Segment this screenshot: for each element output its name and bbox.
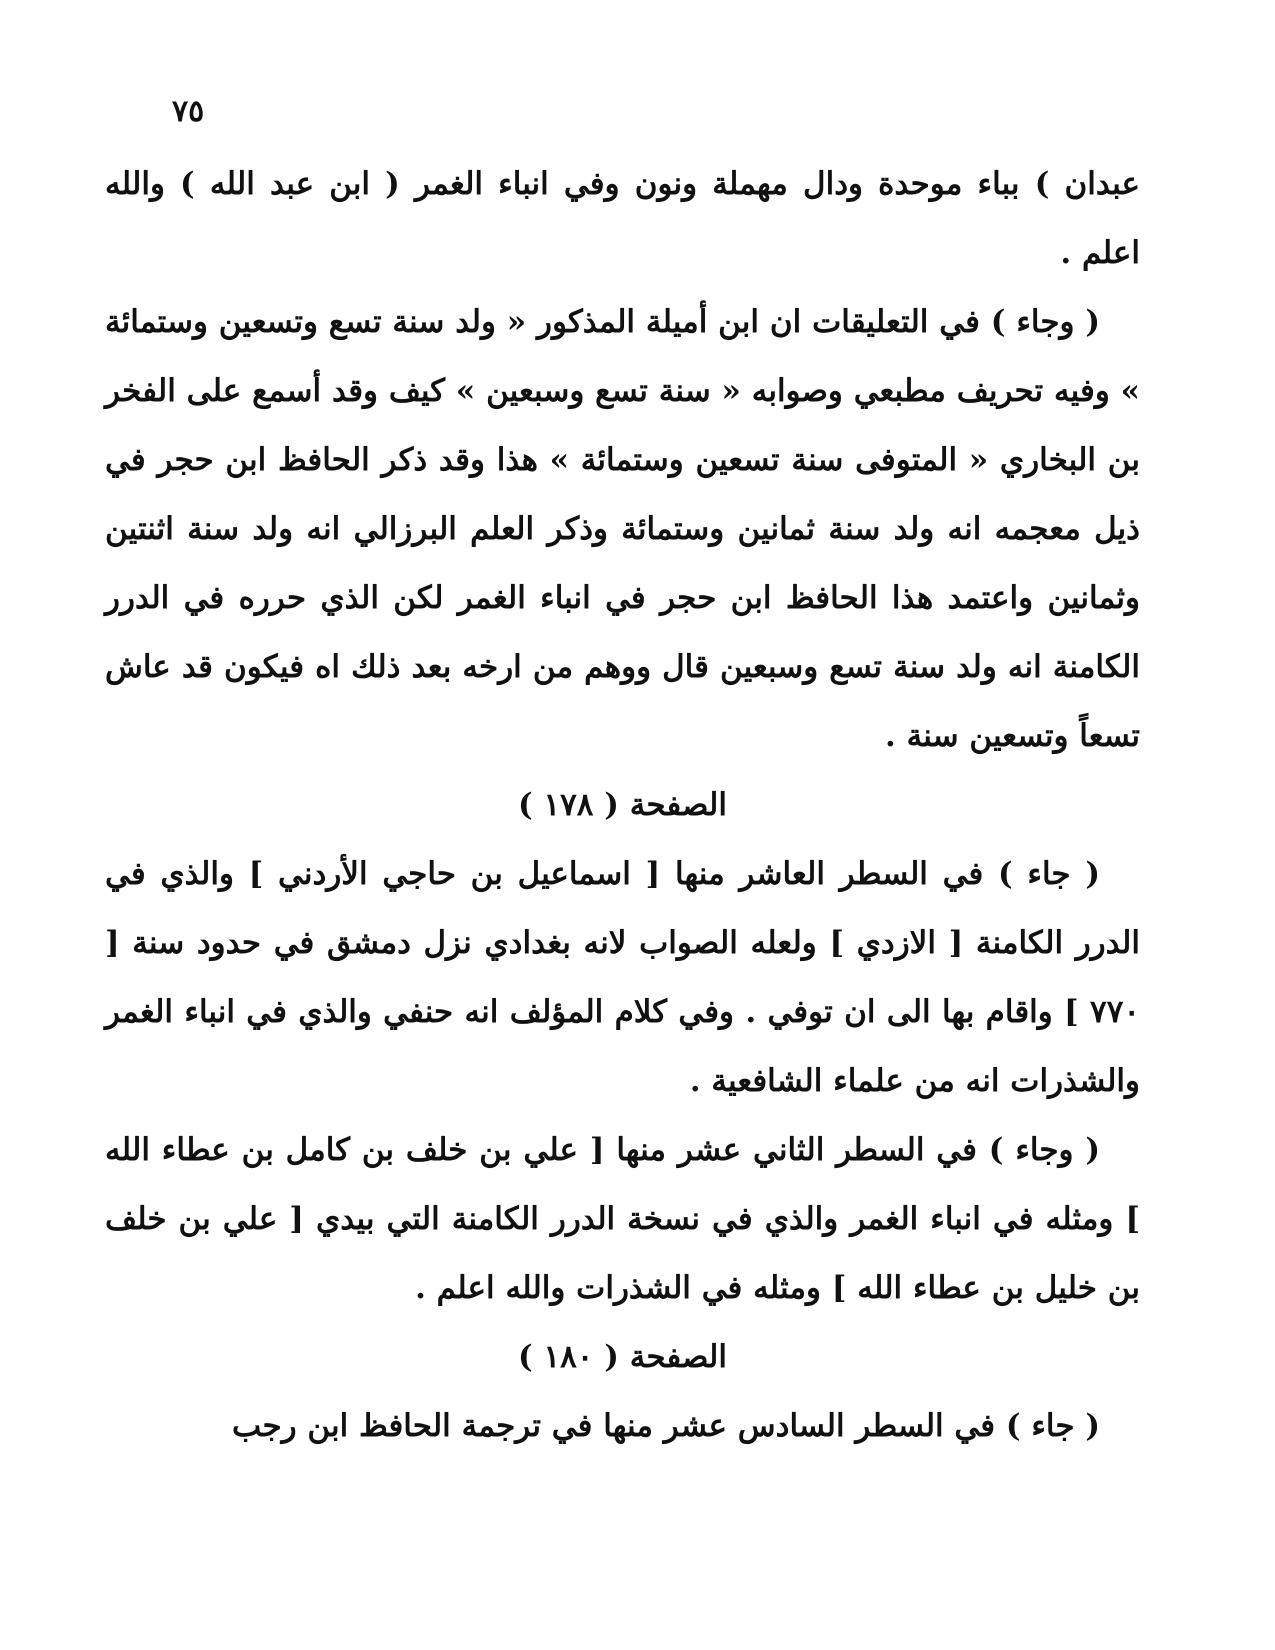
body-text xyxy=(105,150,1140,1461)
paragraph: ( جاء ) في السطر العاشر منها [ اسماعيل بن حاجي الأردني ] والذي في الدرر الكامنة [ الازدي ] ولعله الصواب لانه بغدادي نزل دمشق في حدود سنة [ ٧٧٠ ] واقام بها الى ان توفي . وفي كلام المؤلف انه حنفي والذي في انباء الغمر والشذرات انه من علماء الشافعية . xyxy=(105,856,1140,1099)
page-number: ٧٥ xyxy=(172,94,205,129)
paragraph: ( جاء ) في السطر السادس عشر منها في ترجمة الحافظ ابن رجب xyxy=(232,1408,1100,1444)
section-heading: الصفحة ( ١٧٨ ) xyxy=(518,787,727,823)
paragraph: عبدان ) بباء موحدة ودال مهملة ونون وفي انباء الغمر ( ابن عبد الله ) والله اعلم . xyxy=(105,166,1140,271)
paragraph: ( وجاء ) في التعليقات ان ابن أميلة المذكور « ولد سنة تسع وتسعين وستمائة » وفيه تحريف مطبعي وصوابه « سنة تسع وسبعين » كيف وقد أسمع على الفخر بن البخاري « المتوفى سنة تسعين وستمائة » هذا وقد ذكر الحافظ ابن حجر في ذيل معجمه انه ولد سنة ثمانين وستمائة وذكر العلم البرزالي انه ولد سنة اثنتين وثمانين واعتمد هذا الحافظ ابن حجر في انباء الغمر لكن الذي حرره في الدرر الكامنة انه ولد سنة تسع وسبعين قال ووهم من ارخه بعد ذلك اه فيكون قد عاش تسعاً وتسعين سنة . xyxy=(105,304,1140,754)
paragraph: ( وجاء ) في السطر الثاني عشر منها [ علي بن خلف بن كامل بن عطاء الله ] ومثله في انباء الغمر والذي في نسخة الدرر الكامنة التي بيدي [ علي بن خلف بن خليل بن عطاء الله ] ومثله في الشذرات والله اعلم . xyxy=(105,1132,1140,1306)
section-heading: الصفحة ( ١٨٠ ) xyxy=(518,1339,727,1375)
